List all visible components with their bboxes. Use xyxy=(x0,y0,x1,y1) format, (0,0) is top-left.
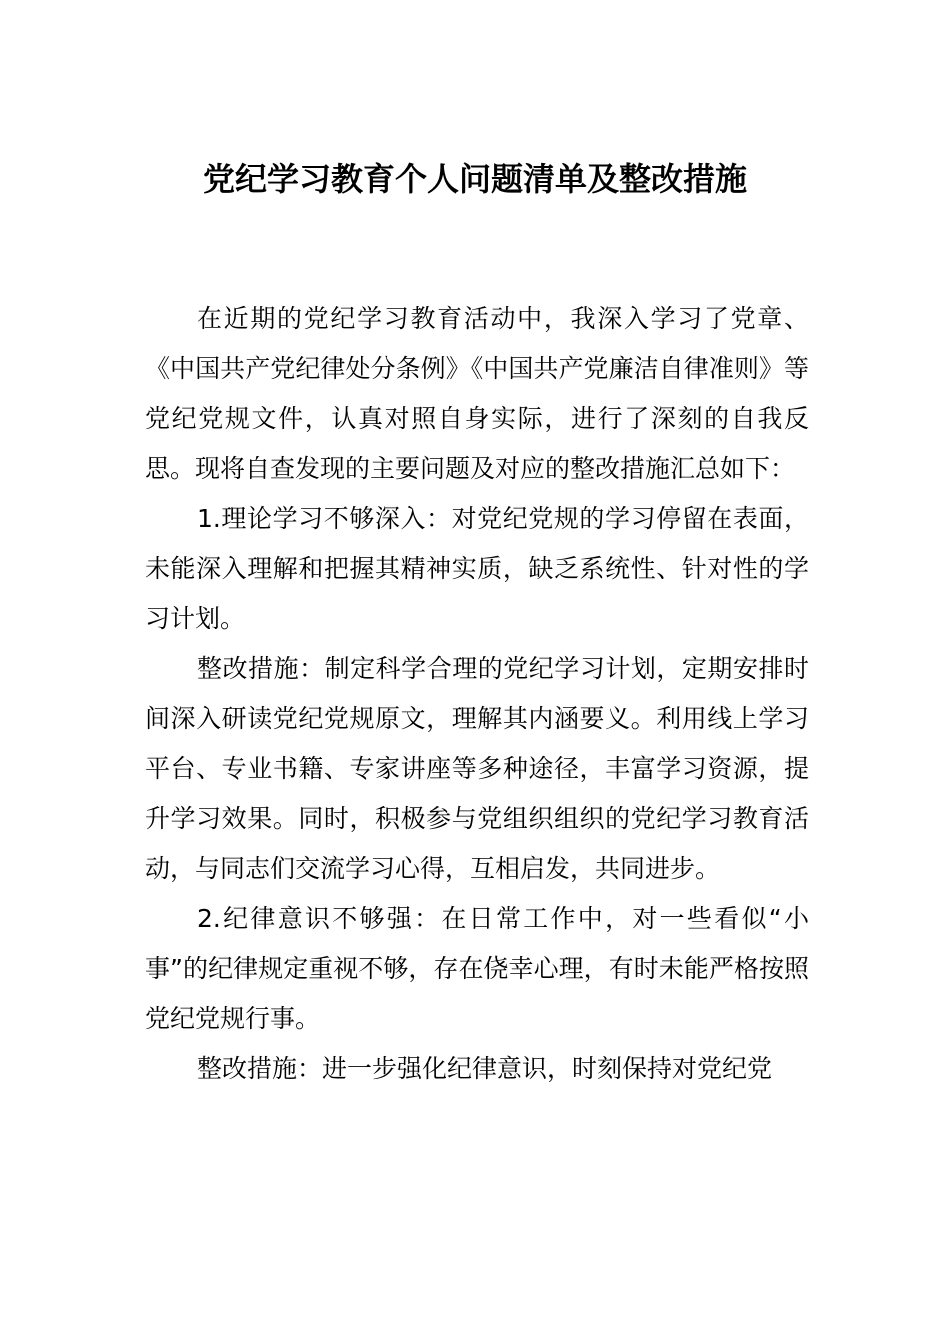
measure-2-paragraph: 整改措施：进一步强化纪律意识，时刻保持对党纪党 xyxy=(197,1054,773,1083)
problem-2-paragraph: 2.纪律意识不够强：在日常工作中，对一些看似“小事”的纪律规定重视不够，存在侥幸心理，有时未能严格按照党纪党规行事。 xyxy=(145,904,809,1033)
measure-1-paragraph: 整改措施：制定科学合理的党纪学习计划，定期安排时间深入研读党纪党规原文，理解其内涵要义。利用线上学习平台、专业书籍、专家讲座等多种途径，丰富学习资源，提升学习效果。同时，积极参与党组织组织的党纪学习教育活动，与同志们交流学习心得，互相启发，共同进步。 xyxy=(145,654,809,883)
document-body xyxy=(145,294,809,1094)
document-title: 党纪学习教育个人问题清单及整改措施 xyxy=(202,160,747,198)
intro-paragraph: 在近期的党纪学习教育活动中，我深入学习了党章、《中国共产党纪律处分条例》《中国共产党廉洁自律准则》等党纪党规文件，认真对照自身实际，进行了深刻的自我反思。现将自查发现的主要问题及对应的整改措施汇总如下： xyxy=(145,304,809,483)
problem-1-paragraph: 1.理论学习不够深入：对党纪党规的学习停留在表面，未能深入理解和把握其精神实质，缺乏系统性、针对性的学习计划。 xyxy=(145,504,809,633)
